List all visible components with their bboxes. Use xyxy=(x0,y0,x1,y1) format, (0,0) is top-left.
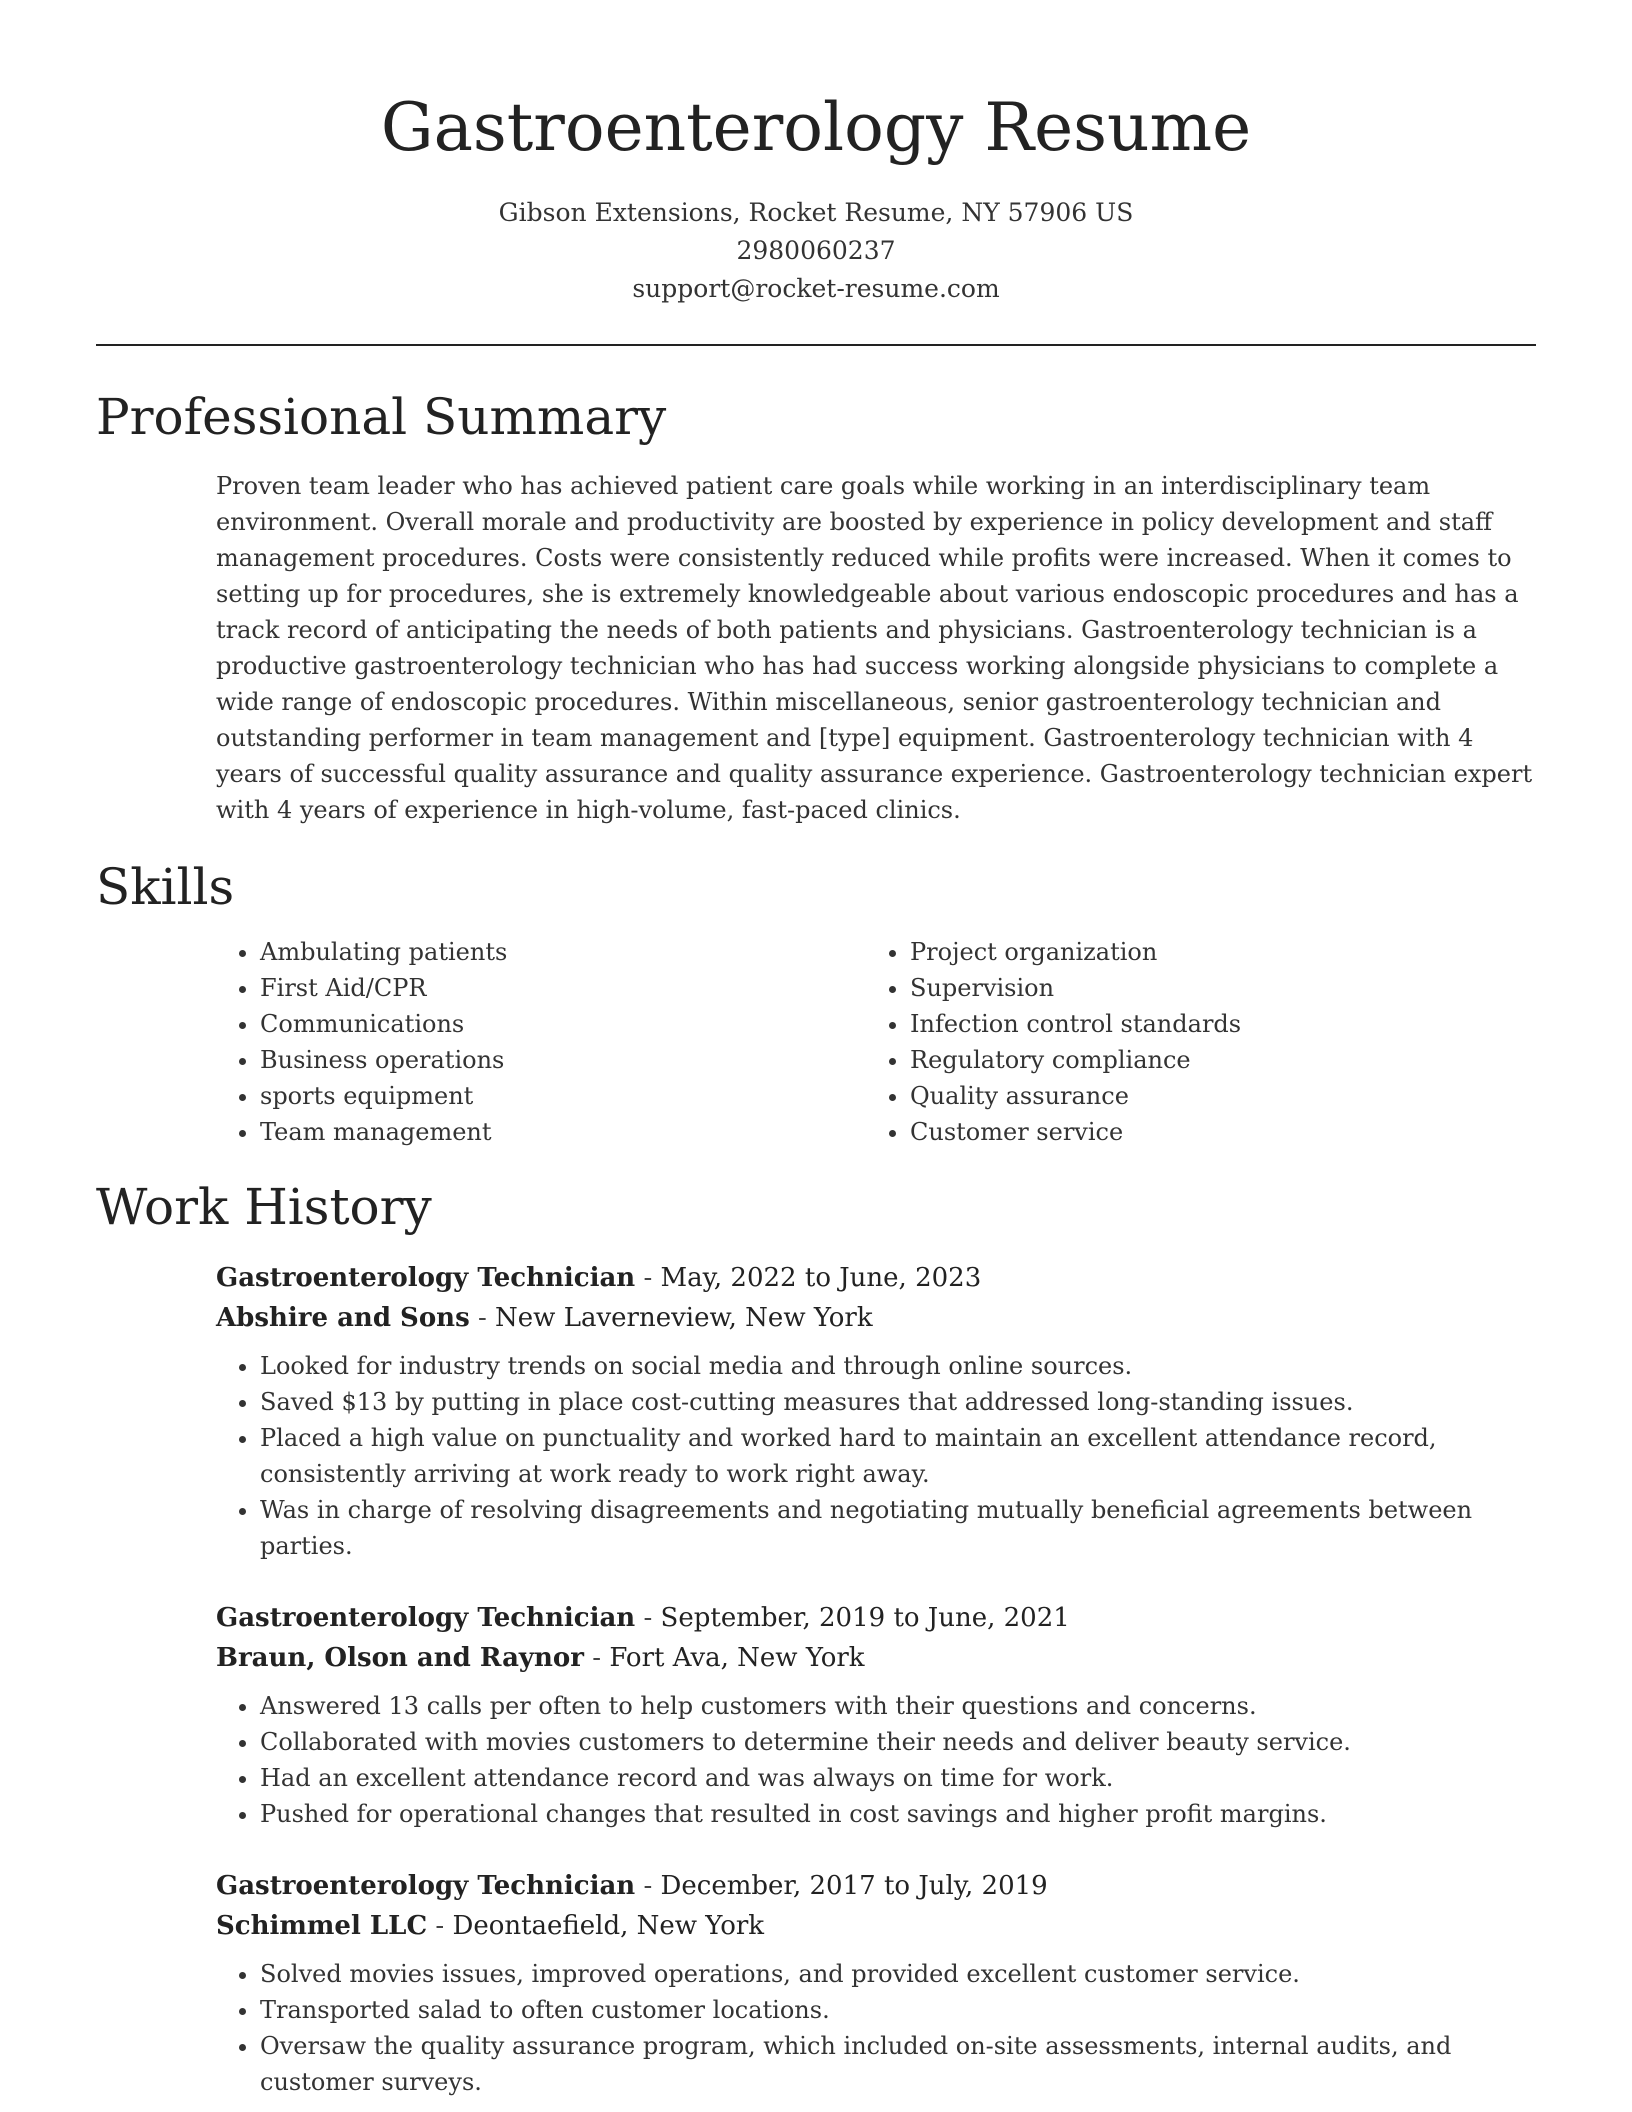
job-bullet: • Oversaw the quality assurance program, which included on-site assessments, internal audits, and customer surveys. xyxy=(260,2028,1536,2100)
skill-item: • Ambulating patients xyxy=(260,934,866,970)
job-bullet: • Had an excellent attendance record and was always on time for work. xyxy=(260,1760,1536,1796)
skill-item: • First Aid/CPR xyxy=(260,970,866,1006)
contact-block xyxy=(96,194,1536,308)
skill-item: • Team management xyxy=(260,1114,866,1150)
job-company-line: Braun, Olson and Raynor - Fort Ava, New York xyxy=(216,1643,865,1673)
resume-header xyxy=(96,0,1536,308)
job-bullet: • Transported salad to often customer locations. xyxy=(260,1992,1536,2028)
job-bullet: • Solved movies issues, improved operations, and provided excellent customer service. xyxy=(260,1956,1536,1992)
job-company: Schimmel LLC xyxy=(216,1911,428,1941)
job-bullet: • Looked for industry trends on social media and through online sources. xyxy=(260,1348,1536,1384)
job-dates: December, 2017 to July, 2019 xyxy=(660,1871,1048,1901)
job-company-line: Schimmel LLC - Deontaefield, New York xyxy=(216,1911,765,1941)
summary-text: Proven team leader who has achieved patient care goals while working in an interdisciplinary team environment. Overall morale and productivity are boosted by experience in policy development and staff management procedures. Costs were consistently reduced while profits were increased. When it comes to setting up for procedures, she is extremely knowledgeable about various endoscopic procedures and has a track record of anticipating the needs of both patients and physicians. Gastroenterology technician is a productive gastroenterology technician who has had success working alongside physicians to complete a wide range of endoscopic procedures. Within miscellaneous, senior gastroenterology technician and outstanding performer in team management and [type] equipment. Gastroenterology technician with 4 years of successful quality assurance and quality assurance experience. Gastroenterology technician expert with 4 years of experience in high-volume, fast-paced clinics. xyxy=(216,472,1533,824)
job-title: Gastroenterology Technician xyxy=(216,1263,636,1293)
contact-address: Gibson Extensions, Rocket Resume, NY 57906 US xyxy=(498,198,1134,227)
skills-column-left xyxy=(216,934,866,1150)
skill-item: • Infection control standards xyxy=(910,1006,1516,1042)
skills-grid xyxy=(216,934,1536,1150)
job-entry xyxy=(216,1258,1536,1564)
job-bullet: • Answered 13 calls per often to help customers with their questions and concerns. xyxy=(260,1688,1536,1724)
job-location: New Laverneview, New York xyxy=(495,1303,873,1333)
skill-item: • Customer service xyxy=(910,1114,1516,1150)
job-entry xyxy=(216,1866,1536,2100)
job-company-line: Abshire and Sons - New Laverneview, New York xyxy=(216,1303,873,1333)
job-title: Gastroenterology Technician xyxy=(216,1603,636,1633)
summary-heading: Professional Summary xyxy=(96,388,667,446)
job-bullet: • Saved $13 by putting in place cost-cutting measures that addressed long-standing issues. xyxy=(260,1384,1536,1420)
job-location: Fort Ava, New York xyxy=(609,1643,865,1673)
resume-page xyxy=(96,0,1536,2100)
job-bullets xyxy=(216,1956,1536,2100)
job-bullets xyxy=(216,1348,1536,1564)
skill-item: • sports equipment xyxy=(260,1078,866,1114)
contact-phone: 2980060237 xyxy=(736,236,896,265)
skill-item: • Communications xyxy=(260,1006,866,1042)
job-dates: September, 2019 to June, 2021 xyxy=(660,1603,1070,1633)
job-bullet: • Pushed for operational changes that resulted in cost savings and higher profit margins. xyxy=(260,1796,1536,1832)
job-dates: May, 2022 to June, 2023 xyxy=(660,1263,982,1293)
job-title: Gastroenterology Technician xyxy=(216,1871,636,1901)
job-company: Abshire and Sons xyxy=(216,1303,470,1333)
contact-email: support@rocket-resume.com xyxy=(632,274,1000,303)
skills-heading: Skills xyxy=(96,858,235,916)
job-title-line: Gastroenterology Technician - December, 2017 to July, 2019 xyxy=(216,1871,1048,1901)
job-bullet: • Was in charge of resolving disagreements and negotiating mutually beneficial agreements between parties. xyxy=(260,1492,1536,1564)
header-divider xyxy=(96,344,1536,346)
skill-item: • Business operations xyxy=(260,1042,866,1078)
job-title-line: Gastroenterology Technician - September, 2019 to June, 2021 xyxy=(216,1603,1070,1633)
skill-item: • Regulatory compliance xyxy=(910,1042,1516,1078)
job-bullet: • Placed a high value on punctuality and worked hard to maintain an excellent attendance record, consistently arriving at work ready to work right away. xyxy=(260,1420,1536,1492)
job-bullet: • Collaborated with movies customers to determine their needs and deliver beauty service. xyxy=(260,1724,1536,1760)
job-bullets xyxy=(216,1688,1536,1832)
job-entry xyxy=(216,1598,1536,1832)
skill-item: • Project organization xyxy=(910,934,1516,970)
resume-title: Gastroenterology Resume xyxy=(380,89,1252,166)
job-location: Deontaefield, New York xyxy=(452,1911,765,1941)
job-title-line: Gastroenterology Technician - May, 2022 to June, 2023 xyxy=(216,1263,982,1293)
skill-item: • Supervision xyxy=(910,970,1516,1006)
skills-column-right xyxy=(866,934,1516,1150)
job-company: Braun, Olson and Raynor xyxy=(216,1643,584,1673)
skill-item: • Quality assurance xyxy=(910,1078,1516,1114)
work-history-heading: Work History xyxy=(96,1178,432,1236)
